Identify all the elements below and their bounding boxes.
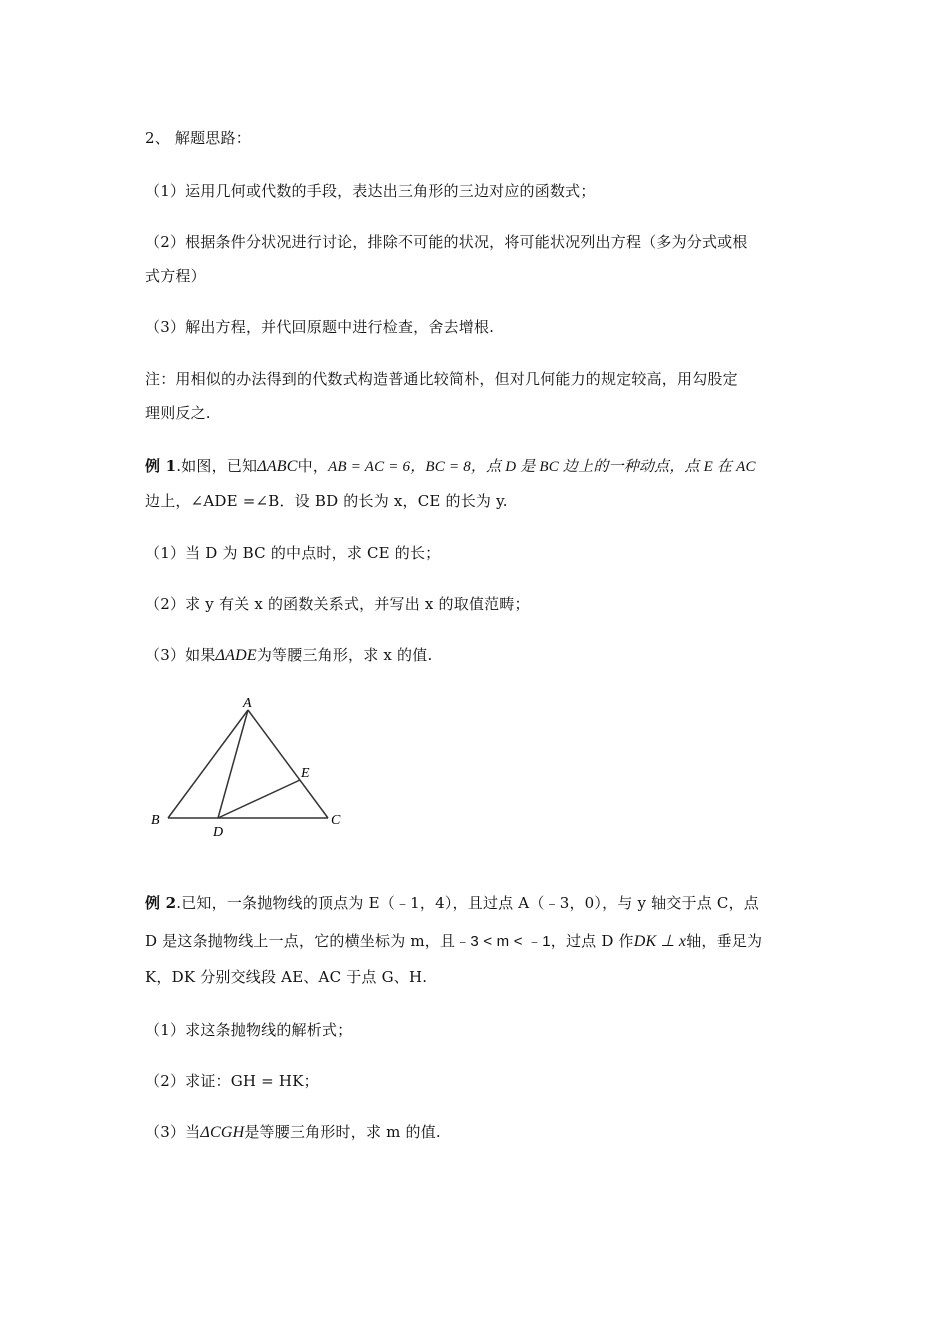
example1-conditions: AB = AC = 6，BC = 8，点 D 是 BC 边上的一种动点，点 E 在 AC xyxy=(328,459,756,475)
edge-de xyxy=(218,780,300,818)
triangle-cgh: ΔCGH xyxy=(200,1124,245,1141)
perpendicular-expr: DK ⊥ x xyxy=(633,933,687,950)
example1-label: 例 1 xyxy=(145,457,177,475)
edge-ad xyxy=(218,710,248,818)
example2-q1: （1）求这条抛物线的解析式； xyxy=(145,1021,353,1039)
example2-line1 xyxy=(145,893,825,913)
step-1: （1）运用几何或代数的手段，表达出三角形的三边对应的函数式； xyxy=(145,182,596,200)
example1-q3-start: （3）如果 xyxy=(145,646,216,664)
example2-q2: （2）求证：GH = HK； xyxy=(145,1072,319,1090)
edge-ac xyxy=(248,710,328,818)
point-label-b: B xyxy=(151,813,160,828)
example2-line2-end: 轴，垂足为 xyxy=(686,932,763,950)
step-2: （2）根据条件分状况进行讨论，排除不可能的状况，将可能状况列出方程（多为分式或根 xyxy=(145,233,748,251)
example1-q2: （2）求 y 有关 x 的函数关系式，并写出 x 的取值范畴； xyxy=(145,595,530,613)
example2-intro: .已知，一条抛物线的顶点为 E（﹣1，4），且过点 A（﹣3，0），与 y 轴交于点 C，点 xyxy=(176,894,759,912)
example2-line2-mid: ，过点 D 作 xyxy=(550,932,634,950)
example2-label: 例 2 xyxy=(145,894,177,912)
example2-line3: K，DK 分别交线段 AE、AC 于点 G、H. xyxy=(145,968,428,986)
example1-q3 xyxy=(145,645,825,666)
step-3: （3）解出方程，并代回原题中进行检查，舍去增根. xyxy=(145,318,495,336)
example2-q3-start: （3）当 xyxy=(145,1123,201,1141)
triangle-figure xyxy=(140,690,360,845)
point-label-c: C xyxy=(331,813,341,828)
edge-ab xyxy=(168,710,248,818)
example1-line2: 边上，∠ADE =∠B．设 BD 的长为 x，CE 的长为 y. xyxy=(145,492,508,510)
triangle-diagram xyxy=(140,690,360,845)
triangle-ade: ΔADE xyxy=(215,647,257,664)
triangle-abc: ΔABC xyxy=(257,458,298,475)
point-label-e: E xyxy=(301,766,310,781)
inequality: ﹣3 < m < ﹣1 xyxy=(455,933,551,950)
example1-q3-end: 为等腰三角形，求 x 的值. xyxy=(256,646,433,664)
example1-mid: 中， xyxy=(297,457,329,475)
point-label-d: D xyxy=(213,825,224,840)
point-label-a: A xyxy=(243,696,252,711)
note-line-1: 注：用相似的办法得到的代数式构造普通比较简朴，但对几何能力的规定较高，用勾股定 xyxy=(145,370,738,388)
section-title: 2、 解题思路： xyxy=(145,129,251,147)
example1-intro: .如图，已知 xyxy=(176,457,258,475)
note-line-2: 理则反之. xyxy=(145,404,211,422)
step-2-cont: 式方程） xyxy=(145,267,206,285)
example1-line1 xyxy=(145,456,825,477)
example2-line2-start: D 是这条抛物线上一点，它的横坐标为 m，且 xyxy=(145,932,456,950)
example2-q3 xyxy=(145,1122,825,1143)
example2-line2 xyxy=(145,931,825,952)
example2-q3-end: 是等腰三角形时，求 m 的值. xyxy=(244,1123,441,1141)
example1-q1: （1）当 D 为 BC 的中点时，求 CE 的长； xyxy=(145,544,441,562)
